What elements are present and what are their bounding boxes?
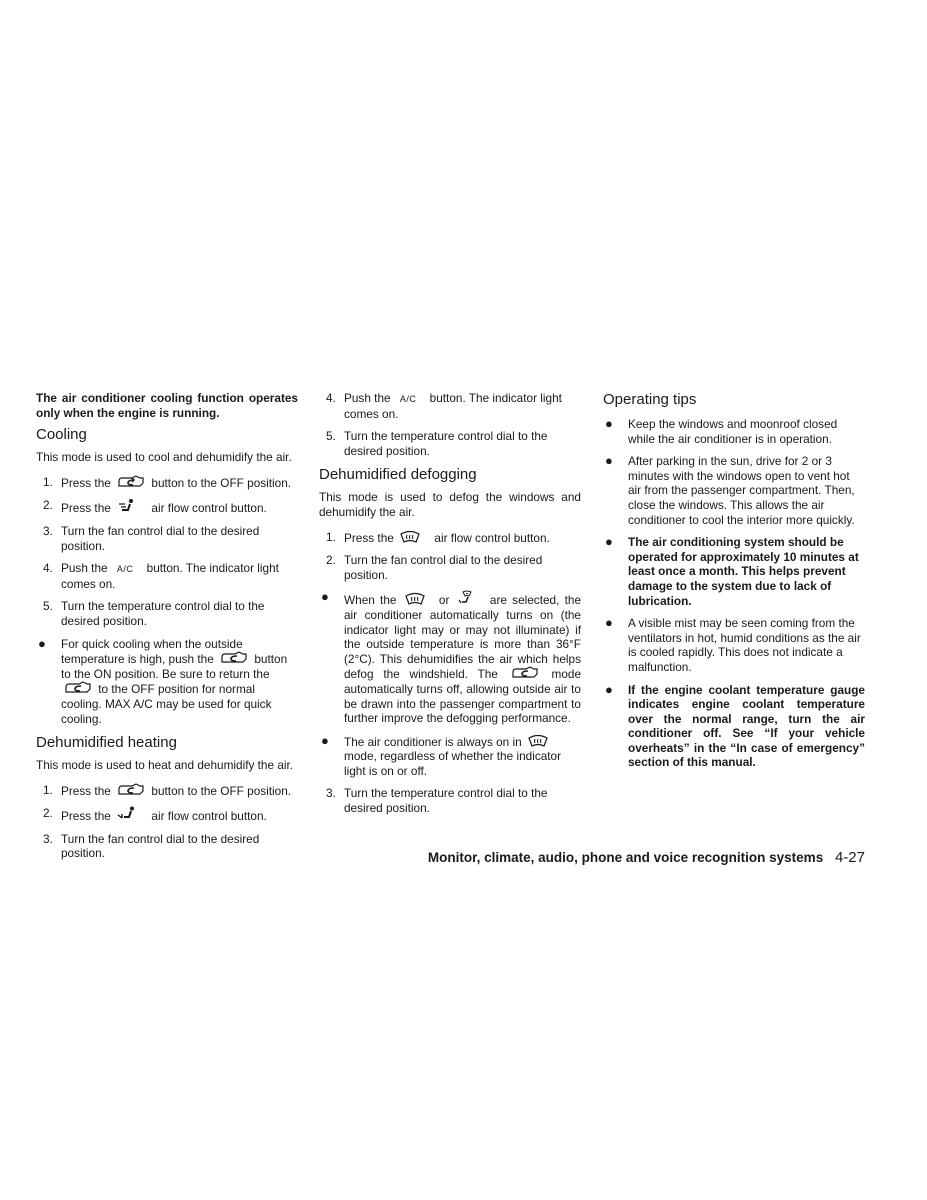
cooling-intro: This mode is used to cool and dehumidify the air. xyxy=(36,450,292,465)
cooling-bullet-quick: ● For quick cooling when the outside temperature is high, push the button to the ON position. Be sure to return the to the OFF position for normal cooling. MAX A/C may be used for quick cooling. xyxy=(38,635,288,726)
recirculation-icon xyxy=(63,681,93,695)
cooling-step-4: 4. Push the A/C button. The indicator light comes on. xyxy=(43,561,279,591)
cooling-step-2: 2. Press the air flow control button. xyxy=(43,498,267,516)
heating-steps xyxy=(36,783,298,861)
page-number: 4-27 xyxy=(834,849,865,866)
operating-tips-list xyxy=(603,417,865,770)
cooling-step-1: 1. Press the button to the OFF position. xyxy=(43,474,292,490)
defog-bullet-always-on: ● The air conditioner is always on in mode, regardless of whether the indicator light is on or off. xyxy=(321,732,562,778)
engine-warning: The air conditioner cooling function operates only when the engine is running. xyxy=(36,391,298,420)
ac-button-label: A/C xyxy=(116,564,134,575)
vent-mode-icon xyxy=(116,498,138,514)
cooling-steps-continued xyxy=(319,391,581,458)
defog-heading: Dehumidified defogging xyxy=(319,466,477,484)
defrost-icon xyxy=(399,530,421,544)
cooling-step-5-cont: 5. Turn the temperature control dial to the desired position. xyxy=(326,429,548,458)
cooling-heading: Cooling xyxy=(36,426,87,444)
cooling-step-4-cont: 4. Push the A/C button. The indicator light comes on. xyxy=(326,391,562,421)
defog-step-2: 2. Turn the fan control dial to the desired position. xyxy=(326,553,543,582)
floor-defrost-icon xyxy=(457,590,477,606)
defog-bullets xyxy=(319,590,581,778)
tip-windows-closed: ● Keep the windows and moonroof closed while the air conditioner is in operation. xyxy=(605,416,838,446)
tip-visible-mist: ● A visible mist may be seen coming from the ventilators in hot, humid conditions as the air is cooled rapidly. This does not indicate a malfunction. xyxy=(605,615,861,674)
operating-tips-heading: Operating tips xyxy=(603,391,697,408)
tip-vent-hot-air: ● After parking in the sun, drive for 2 or 3 minutes with the windows open to vent hot air from the passenger compartment. Then, close the windows. This allows the air conditioner to cool the interior more quickly. xyxy=(605,453,855,527)
defog-step-1: 1. Press the air flow control button. xyxy=(326,529,550,545)
defog-bullet-auto-ac: ● When the or are selected, the air conditioner automatically turns on (the indicator light may or may not illuminate) if the outside temperature is more than 36°F (2°C). This dehumidifies the air which helps defog the windshield. The mode automatically turns off, allowing outside air to be drawn into the passenger compartment to further improve the defogging performance. xyxy=(321,589,582,726)
section-title: Monitor, climate, audio, phone and voice recognition systems xyxy=(427,850,824,865)
recirculation-icon xyxy=(116,475,146,489)
defog-steps-continued xyxy=(319,786,581,815)
cooling-step-3: 3. Turn the fan control dial to the desired position. xyxy=(43,523,260,553)
recirculation-icon xyxy=(219,651,249,665)
tip-coolant-overheat: ● If the engine coolant temperature gauge indicates engine coolant temperature over the normal range, turn the air conditioner off. See “If your vehicle overheats” in the “In case of emergency” section of this manual. xyxy=(605,681,865,770)
column-2 xyxy=(319,391,581,824)
cooling-bullets xyxy=(36,637,298,727)
heating-step-1: 1. Press the button to the OFF position. xyxy=(43,782,292,798)
cooling-steps xyxy=(36,475,298,629)
page-footer xyxy=(428,849,865,866)
heating-heading: Dehumidified heating xyxy=(36,734,177,752)
heating-step-3: 3. Turn the fan control dial to the desired position. xyxy=(43,831,260,861)
defrost-icon xyxy=(404,592,426,606)
defog-steps xyxy=(319,530,581,583)
heating-intro: This mode is used to heat and dehumidify the air. xyxy=(36,758,294,773)
column-3 xyxy=(603,391,865,778)
defog-step-3: 3. Turn the temperature control dial to the desired position. xyxy=(326,786,548,816)
cooling-step-5: 5. Turn the temperature control dial to the desired position. xyxy=(43,599,265,628)
column-1 xyxy=(36,391,298,869)
defrost-icon xyxy=(527,734,549,748)
heating-step-2: 2. Press the air flow control button. xyxy=(43,806,267,824)
recirculation-icon xyxy=(510,666,540,680)
tip-monthly-operation: ● The air conditioning system should be operated for approximately 10 minutes at least once a month. This helps prevent damage to the system due to lack of lubrication. xyxy=(605,534,859,608)
floor-mode-icon xyxy=(116,806,138,822)
ac-button-label: A/C xyxy=(399,394,417,404)
defog-intro: This mode is used to defog the windows and dehumidify the air. xyxy=(319,490,581,519)
recirculation-icon xyxy=(116,783,146,797)
